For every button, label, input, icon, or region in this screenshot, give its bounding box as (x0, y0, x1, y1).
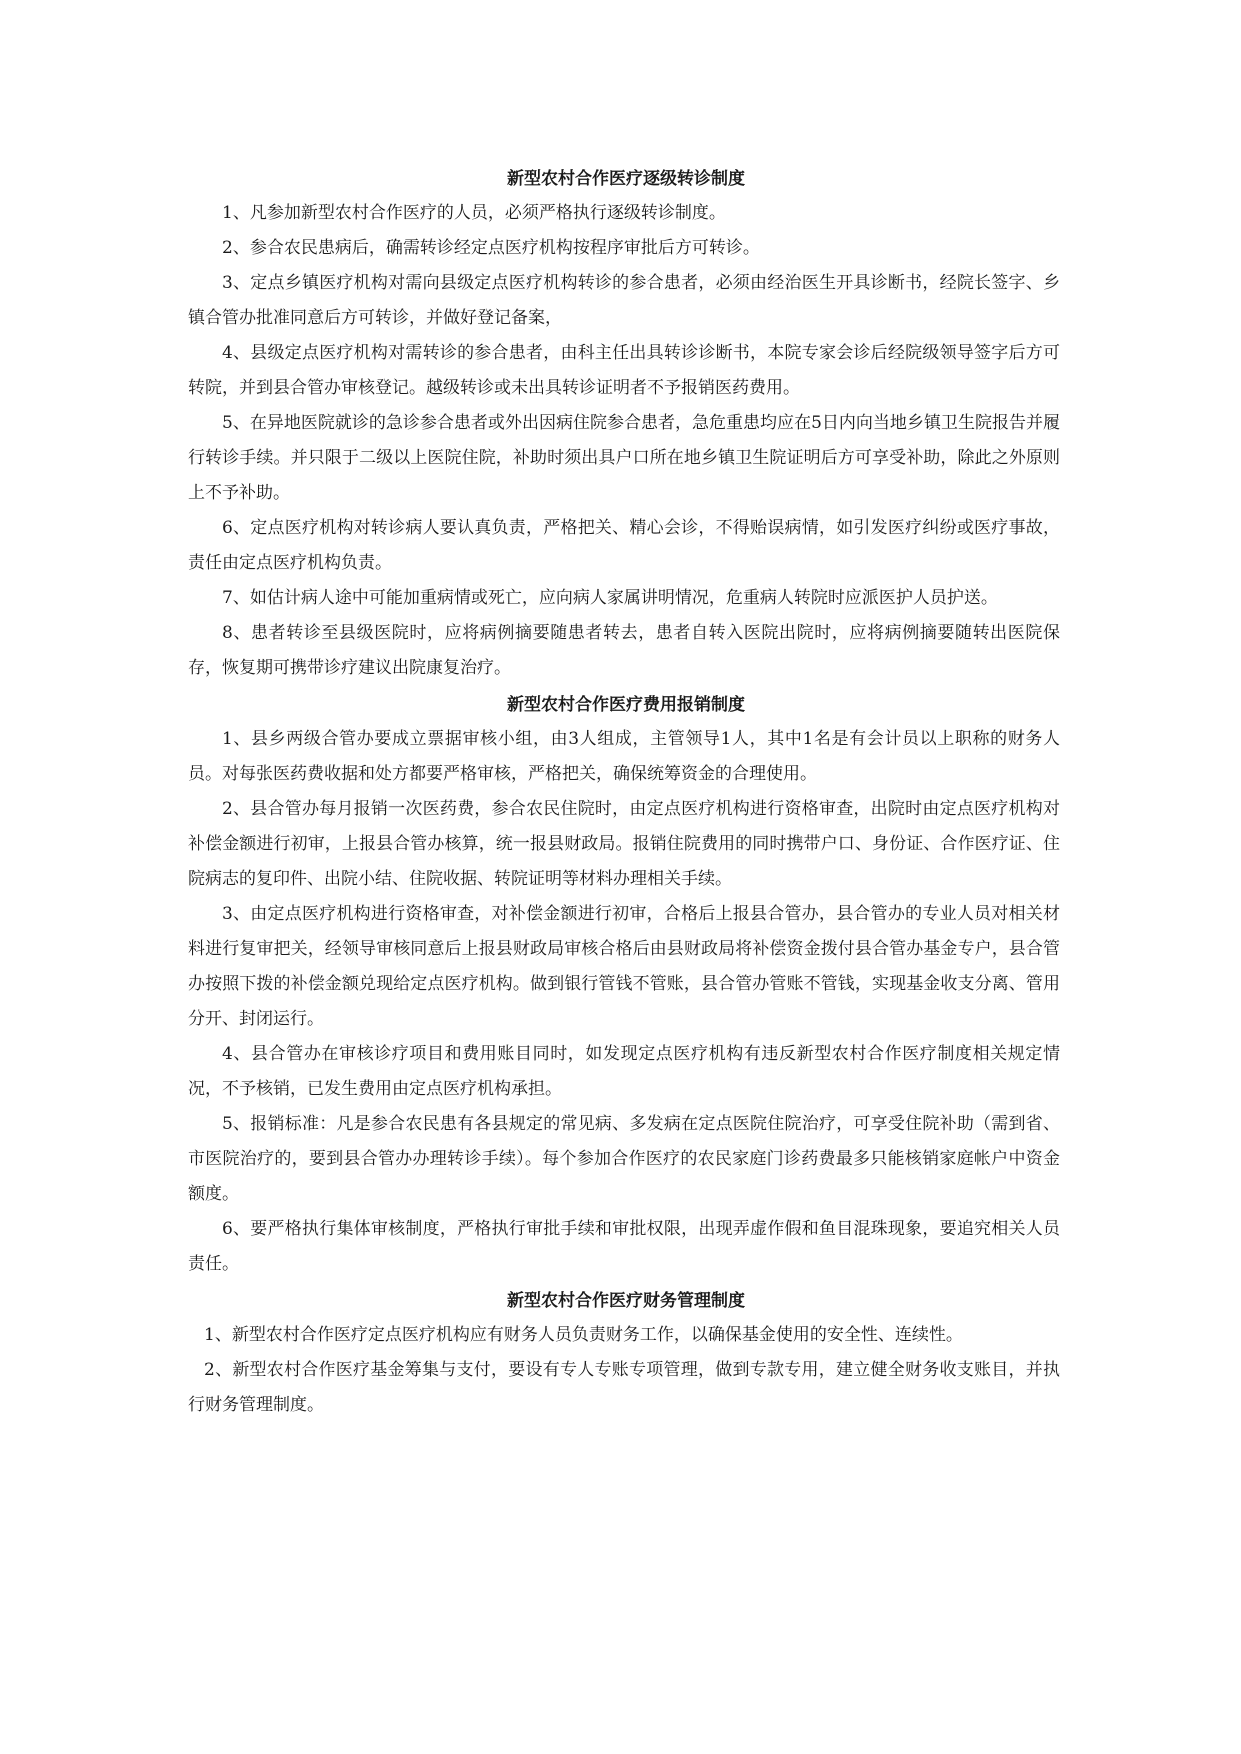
section-title: 新型农村合作医疗财务管理制度 (507, 1291, 745, 1311)
paragraph: 5、在异地医院就诊的急诊参合患者或外出因病住院参合患者，急危重患均应在5日内向当地乡镇卫生院报告并履行转诊手续。并只限于二级以上医院住院，补助时须出具户口所在地乡镇卫生院证明后方可享受补助，除此之外原则上不予补助。 (188, 413, 1060, 503)
paragraph: 4、县级定点医疗机构对需转诊的参合患者，由科主任出具转诊诊断书，本院专家会诊后经院级领导签字后方可转院，并到县合管办审核登记。越级转诊或未出具转诊证明者不予报销医药费用。 (188, 343, 1060, 398)
document-page (188, 162, 1060, 1423)
paragraph: 2、新型农村合作医疗基金筹集与支付，要设有专人专账专项管理，做到专款专用，建立健全财务收支账目，并执行财务管理制度。 (188, 1360, 1060, 1415)
paragraph: 7、如估计病人途中可能加重病情或死亡，应向病人家属讲明情况，危重病人转院时应派医护人员护送。 (222, 588, 998, 608)
paragraph: 6、定点医疗机构对转诊病人要认真负责，严格把关、精心会诊，不得贻误病情，如引发医疗纠纷或医疗事故，责任由定点医疗机构负责。 (188, 518, 1060, 573)
paragraph: 2、县合管办每月报销一次医药费，参合农民住院时，由定点医疗机构进行资格审查，出院时由定点医疗机构对补偿金额进行初审，上报县合管办核算，统一报县财政局。报销住院费用的同时携带户口、身份证、合作医疗证、住院病志的复印件、出院小结、住院收据、转院证明等材料办理相关手续。 (188, 799, 1060, 889)
paragraph: 4、县合管办在审核诊疗项目和费用账目同时，如发现定点医疗机构有违反新型农村合作医疗制度相关规定情况，不予核销，已发生费用由定点医疗机构承担。 (188, 1044, 1060, 1099)
paragraph: 1、凡参加新型农村合作医疗的人员，必须严格执行逐级转诊制度。 (222, 203, 726, 223)
section-finance (188, 1284, 1060, 1423)
section-title: 新型农村合作医疗费用报销制度 (507, 695, 745, 715)
paragraph: 3、由定点医疗机构进行资格审查，对补偿金额进行初审，合格后上报县合管办，县合管办的专业人员对相关材料进行复审把关，经领导审核同意后上报县财政局审核合格后由县财政局将补偿资金拨付县合管办基金专户，县合管办按照下拨的补偿金额兑现给定点医疗机构。做到银行管钱不管账，县合管办管账不管钱，实现基金收支分离、管用分开、封闭运行。 (188, 904, 1060, 1029)
section-title: 新型农村合作医疗逐级转诊制度 (507, 169, 745, 189)
section-referral (188, 162, 1060, 686)
paragraph: 5、报销标准：凡是参合农民患有各县规定的常见病、多发病在定点医院住院治疗，可享受住院补助（需到省、市医院治疗的，要到县合管办办理转诊手续）。每个参加合作医疗的农民家庭门诊药费最多只能核销家庭帐户中资金额度。 (188, 1114, 1060, 1204)
paragraph: 1、县乡两级合管办要成立票据审核小组，由3人组成，主管领导1人，其中1名是有会计员以上职称的财务人员。对每张医药费收据和处方都要严格审核，严格把关，确保统筹资金的合理使用。 (188, 729, 1060, 784)
paragraph: 2、参合农民患病后，确需转诊经定点医疗机构按程序审批后方可转诊。 (222, 238, 760, 258)
paragraph: 1、新型农村合作医疗定点医疗机构应有财务人员负责财务工作，以确保基金使用的安全性、连续性。 (204, 1325, 963, 1345)
section-reimbursement (188, 688, 1060, 1282)
paragraph: 3、定点乡镇医疗机构对需向县级定点医疗机构转诊的参合患者，必须由经治医生开具诊断书，经院长签字、乡镇合管办批准同意后方可转诊，并做好登记备案， (188, 273, 1060, 328)
paragraph: 8、患者转诊至县级医院时，应将病例摘要随患者转去，患者自转入医院出院时，应将病例摘要随转出医院保存，恢复期可携带诊疗建议出院康复治疗。 (188, 623, 1060, 678)
paragraph: 6、要严格执行集体审核制度，严格执行审批手续和审批权限，出现弄虚作假和鱼目混珠现象，要追究相关人员责任。 (188, 1219, 1060, 1274)
